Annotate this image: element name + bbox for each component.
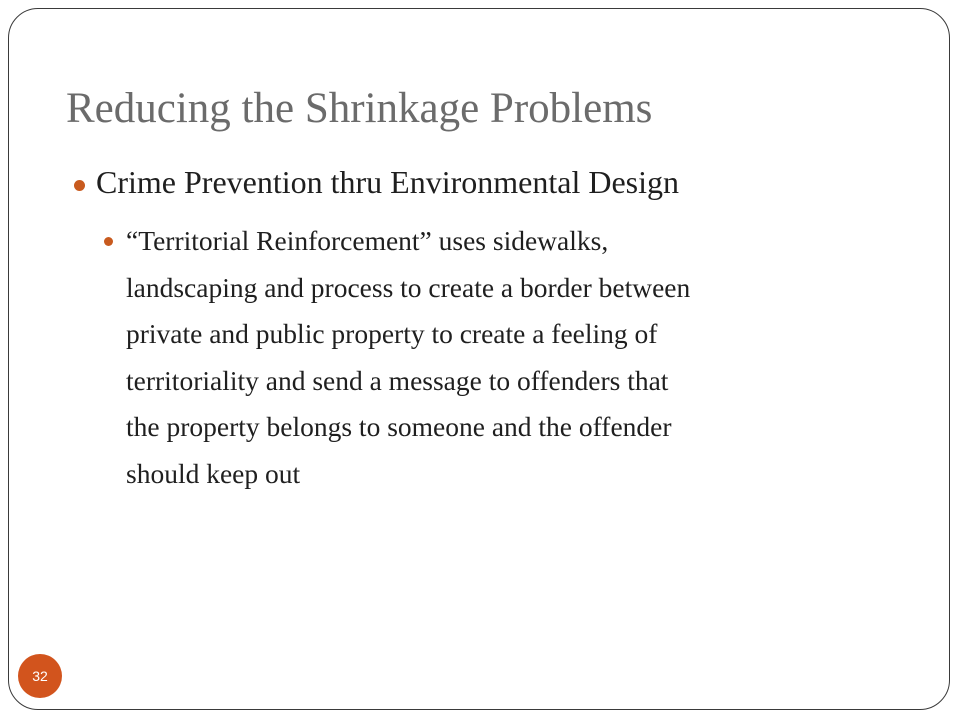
sub-bullet-line: “Territorial Reinforcement” uses sidewalks, (126, 225, 609, 256)
sub-bullet-line: territoriality and send a message to offenders that (126, 364, 669, 396)
sub-bullet-line: private and public property to create a feeling of (126, 318, 658, 349)
sub-bullet-line: should keep out (126, 457, 301, 489)
sub-bullet-dot-icon (104, 237, 113, 246)
page-number-badge: 32 (18, 654, 62, 698)
bullet-dot-icon (74, 180, 85, 191)
sub-bullet-line: landscaping and process to create a border between (126, 271, 691, 303)
bullet-text: Crime Prevention thru Environmental Design (96, 164, 679, 200)
slide-title: Reducing the Shrinkage Problems (66, 85, 653, 132)
sub-bullet-line: the property belongs to someone and the offender (126, 411, 672, 442)
